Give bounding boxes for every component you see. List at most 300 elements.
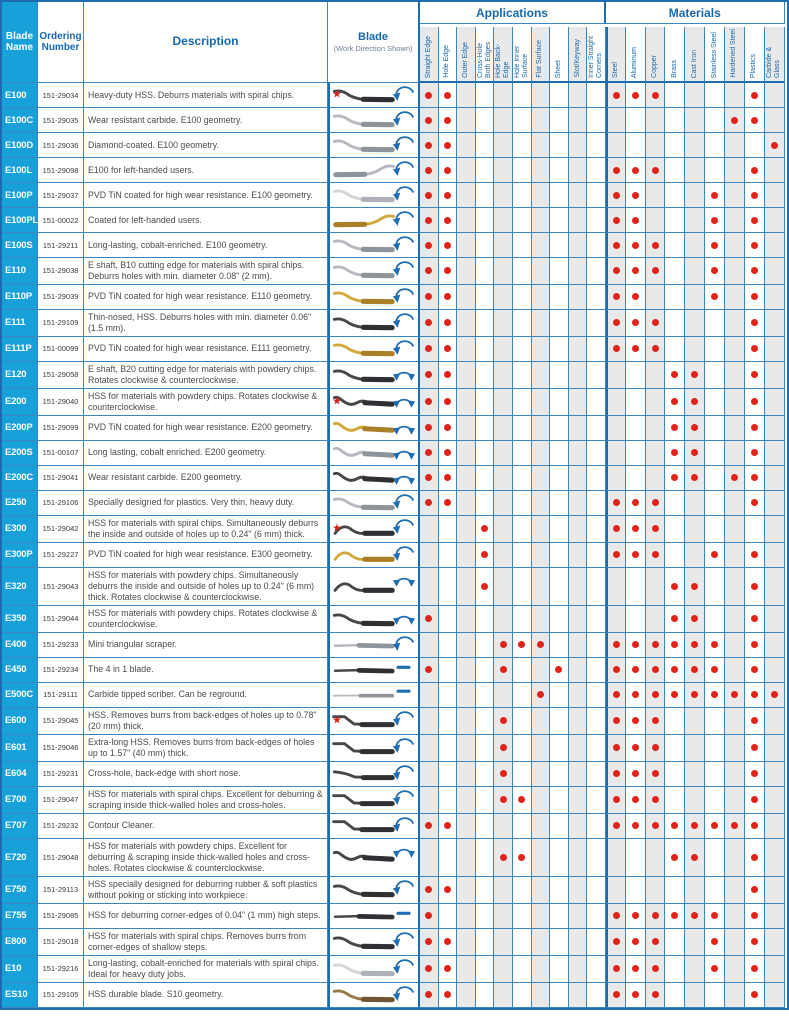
material-dot-cell <box>606 956 626 983</box>
ordering-number-cell: 151-29216 <box>38 956 84 983</box>
material-dot-cell <box>646 133 666 158</box>
application-dot-cell <box>513 877 532 904</box>
dot <box>751 691 758 698</box>
material-dot-cell <box>745 516 765 543</box>
material-dot-cell <box>765 362 785 389</box>
material-dot-cell <box>685 516 705 543</box>
material-dot-cell <box>745 762 765 787</box>
material-dot-cell <box>765 183 785 208</box>
dot <box>671 398 678 405</box>
material-dot-cell <box>646 337 666 362</box>
blade-image-hook-flipped <box>330 159 398 181</box>
dot <box>632 192 639 199</box>
blade-image-cell <box>328 956 420 983</box>
material-dot-cell <box>606 839 626 877</box>
application-dot-cell <box>420 956 439 983</box>
application-dot-cell <box>532 416 551 441</box>
application-dot-cell <box>587 633 606 658</box>
ordering-number-cell: 151-29085 <box>38 904 84 929</box>
ordering-number-cell: 151-29234 <box>38 658 84 683</box>
dot <box>691 615 698 622</box>
star-icon: ★ <box>332 714 342 727</box>
application-dot-cell <box>420 735 439 762</box>
application-dot-cell <box>420 983 439 1008</box>
blade-image-hook <box>330 338 398 360</box>
material-dot-cell <box>626 983 646 1008</box>
blade-image-scurve <box>330 417 398 439</box>
col-header-material-1 <box>606 27 626 83</box>
application-dot-cell <box>476 258 495 285</box>
application-dot-cell <box>513 735 532 762</box>
material-dot-cell <box>685 787 705 814</box>
ordering-number-cell: 151-29048 <box>38 839 84 877</box>
application-dot-cell <box>513 362 532 389</box>
dot <box>711 551 718 558</box>
application-dot-cell <box>476 208 495 233</box>
blade-image-zigzag <box>330 789 398 811</box>
application-dot-cell <box>532 683 551 708</box>
material-dot-cell <box>646 183 666 208</box>
material-dot-cell <box>665 877 685 904</box>
application-dot-cell <box>439 466 458 491</box>
header-blade-subtitle: (Work Direction Shown) <box>333 43 413 53</box>
material-dot-cell <box>745 633 765 658</box>
star-icon: ★ <box>332 395 342 408</box>
ordering-number-cell: 151-29042 <box>38 516 84 543</box>
blade-image-curve <box>330 763 398 785</box>
application-dot-cell <box>532 183 551 208</box>
application-dot-cell <box>532 633 551 658</box>
col-header-application-1 <box>420 27 439 83</box>
description-text: Coated for left-handed users. <box>88 214 202 225</box>
material-dot-cell <box>725 543 745 568</box>
dot <box>613 293 620 300</box>
material-dot-cell <box>665 568 685 606</box>
application-dot-cell <box>587 904 606 929</box>
application-dot-cell <box>569 543 588 568</box>
application-dot-cell <box>513 983 532 1008</box>
application-dot-cell <box>494 416 513 441</box>
material-dot-cell <box>725 83 745 108</box>
application-dot-cell <box>476 389 495 416</box>
application-dot-cell <box>532 108 551 133</box>
dot <box>652 938 659 945</box>
dot <box>425 449 432 456</box>
application-dot-cell <box>439 108 458 133</box>
application-dot-cell <box>420 787 439 814</box>
application-dot-cell <box>532 983 551 1008</box>
application-dot-cell <box>439 904 458 929</box>
material-dot-cell <box>606 633 626 658</box>
material-dot-cell <box>705 762 725 787</box>
material-dot-cell <box>725 133 745 158</box>
application-dot-cell <box>457 814 476 839</box>
application-dot-cell <box>457 258 476 285</box>
ordering-number-cell: 151-29045 <box>38 708 84 735</box>
description-text: Carbide tipped scriber. Can be reground. <box>88 689 247 700</box>
material-dot-cell <box>646 735 666 762</box>
application-dot-cell <box>420 441 439 466</box>
material-dot-cell <box>705 543 725 568</box>
material-dot-cell <box>745 133 765 158</box>
application-dot-cell <box>569 441 588 466</box>
material-dot-cell <box>606 735 626 762</box>
ordering-number-cell: 151-29043 <box>38 568 84 606</box>
application-dot-cell <box>420 362 439 389</box>
material-dot-cell <box>765 658 785 683</box>
application-dot-cell <box>569 956 588 983</box>
application-dot-cell <box>420 683 439 708</box>
application-dot-cell <box>569 258 588 285</box>
application-dot-cell <box>550 233 569 258</box>
application-dot-cell <box>476 956 495 983</box>
material-dot-cell <box>606 416 626 441</box>
material-dot-cell <box>705 708 725 735</box>
dot <box>652 822 659 829</box>
material-dot-cell <box>665 466 685 491</box>
blade-image-straight <box>330 634 398 656</box>
application-dot-cell <box>494 83 513 108</box>
direction-dash-icon <box>392 659 416 683</box>
application-dot-cell <box>457 233 476 258</box>
dot <box>613 965 620 972</box>
description-text: Specially designed for plastics. Very thin, heavy duty. <box>88 497 295 508</box>
application-dot-cell <box>457 658 476 683</box>
application-dot-cell <box>476 516 495 543</box>
description-text: Wear resistant carbide. E200 geometry. <box>88 472 243 483</box>
material-dot-cell <box>665 683 685 708</box>
application-dot-cell <box>494 633 513 658</box>
blade-image-cell <box>328 389 420 416</box>
dot <box>671 449 678 456</box>
material-dot-cell <box>745 735 765 762</box>
material-dot-cell <box>626 516 646 543</box>
col-header-application-2 <box>439 27 458 83</box>
material-dot-cell <box>725 258 745 285</box>
dot <box>613 938 620 945</box>
material-dot-cell <box>765 310 785 337</box>
application-dot-cell <box>457 441 476 466</box>
dot <box>652 92 659 99</box>
blade-image-cell <box>328 258 420 285</box>
blade-image-cell <box>328 683 420 708</box>
material-dot-cell <box>606 83 626 108</box>
application-dot-cell <box>550 491 569 516</box>
dot <box>613 717 620 724</box>
material-dot-cell <box>685 285 705 310</box>
application-dot-cell <box>494 466 513 491</box>
application-dot-cell <box>550 708 569 735</box>
material-dot-cell <box>646 83 666 108</box>
col-header-material-7-label: Hardened Steel <box>730 29 738 78</box>
rotate-both-ways-arrow-icon <box>392 390 416 414</box>
material-dot-cell <box>705 258 725 285</box>
application-dot-cell <box>439 233 458 258</box>
application-dot-cell <box>532 158 551 183</box>
dot <box>444 938 451 945</box>
material-dot-cell <box>745 708 765 735</box>
dot <box>711 666 718 673</box>
rotation-arrow-icon <box>392 338 416 362</box>
material-dot-cell <box>725 814 745 839</box>
application-dot-cell <box>513 787 532 814</box>
application-dot-cell <box>587 108 606 133</box>
description-text: E100 for left-handed users. <box>88 164 195 175</box>
col-header-application-5-label: Hole Back-Edge <box>495 43 511 78</box>
material-dot-cell <box>765 877 785 904</box>
dot <box>671 583 678 590</box>
ordering-number-cell: 151-29038 <box>38 258 84 285</box>
dot <box>444 499 451 506</box>
application-dot-cell <box>550 258 569 285</box>
material-dot-cell <box>705 133 725 158</box>
application-dot-cell <box>439 658 458 683</box>
dot <box>613 551 620 558</box>
blade-image-cell <box>328 491 420 516</box>
application-dot-cell <box>532 904 551 929</box>
material-dot-cell <box>705 904 725 929</box>
application-dot-cell <box>420 929 439 956</box>
material-dot-cell <box>745 83 765 108</box>
application-dot-cell <box>420 285 439 310</box>
blade-image-cell <box>328 839 420 877</box>
blade-name-cell: E400 <box>2 633 38 658</box>
material-dot-cell <box>725 658 745 683</box>
dot <box>481 583 488 590</box>
application-dot-cell <box>569 108 588 133</box>
application-dot-cell <box>457 877 476 904</box>
material-dot-cell <box>765 543 785 568</box>
material-dot-cell <box>685 606 705 633</box>
dot <box>500 717 507 724</box>
ordering-number-cell: 151-29041 <box>38 466 84 491</box>
dot <box>613 167 620 174</box>
material-dot-cell <box>685 416 705 441</box>
material-dot-cell <box>646 983 666 1008</box>
material-dot-cell <box>646 310 666 337</box>
material-dot-cell <box>646 683 666 708</box>
application-dot-cell <box>439 929 458 956</box>
dot <box>444 242 451 249</box>
application-dot-cell <box>494 108 513 133</box>
application-dot-cell <box>494 683 513 708</box>
material-dot-cell <box>665 233 685 258</box>
dot <box>711 267 718 274</box>
blade-image-hook <box>330 109 398 131</box>
dot <box>751 192 758 199</box>
material-dot-cell <box>745 956 765 983</box>
ordering-number-cell: 151-29227 <box>38 543 84 568</box>
material-dot-cell <box>745 904 765 929</box>
material-dot-cell <box>705 389 725 416</box>
material-dot-cell <box>725 606 745 633</box>
dot <box>652 666 659 673</box>
application-dot-cell <box>587 258 606 285</box>
application-dot-cell <box>476 658 495 683</box>
application-dot-cell <box>550 606 569 633</box>
col-header-material-4 <box>665 27 685 83</box>
application-dot-cell <box>550 929 569 956</box>
description-text: HSS for materials with powdery chips. Simultaneously deburrs the inside and outside of holes up to 0.24" (6 mm) thick. Rotates clockwise & counterclockwise. <box>88 569 315 602</box>
material-dot-cell <box>606 762 626 787</box>
material-dot-cell <box>765 389 785 416</box>
application-dot-cell <box>494 929 513 956</box>
application-dot-cell <box>439 83 458 108</box>
application-dot-cell <box>532 956 551 983</box>
application-dot-cell <box>513 516 532 543</box>
application-dot-cell <box>439 606 458 633</box>
blade-image-zigzag <box>330 737 398 759</box>
application-dot-cell <box>420 568 439 606</box>
dot <box>731 691 738 698</box>
description-text: PVD TiN coated for high wear resistance. E110 geometry. <box>88 291 313 302</box>
application-dot-cell <box>569 814 588 839</box>
application-dot-cell <box>439 516 458 543</box>
material-dot-cell <box>705 929 725 956</box>
dot <box>444 319 451 326</box>
application-dot-cell <box>587 983 606 1008</box>
description-text: HSS for materials with powdery chips. Rotates clockwise & counterclockwise. <box>88 390 318 412</box>
application-dot-cell <box>532 877 551 904</box>
ordering-number-cell: 151-29232 <box>38 814 84 839</box>
application-dot-cell <box>494 708 513 735</box>
material-dot-cell <box>626 389 646 416</box>
material-dot-cell <box>765 606 785 633</box>
application-dot-cell <box>550 133 569 158</box>
material-dot-cell <box>646 762 666 787</box>
application-dot-cell <box>587 362 606 389</box>
application-dot-cell <box>550 568 569 606</box>
material-dot-cell <box>705 108 725 133</box>
application-dot-cell <box>513 904 532 929</box>
application-dot-cell <box>569 158 588 183</box>
rotation-arrow-icon <box>392 736 416 760</box>
application-dot-cell <box>457 310 476 337</box>
material-dot-cell <box>765 762 785 787</box>
material-dot-cell <box>765 983 785 1008</box>
application-dot-cell <box>476 839 495 877</box>
application-dot-cell <box>532 233 551 258</box>
application-dot-cell <box>439 258 458 285</box>
application-dot-cell <box>457 683 476 708</box>
application-dot-cell <box>476 543 495 568</box>
dot <box>652 744 659 751</box>
blade-image-cell <box>328 983 420 1008</box>
blade-name-cell: E10 <box>2 956 38 983</box>
material-dot-cell <box>606 158 626 183</box>
col-header-application-2-label: Hole Edge <box>443 45 451 78</box>
description-text: Wear resistant carbide. E100 geometry. <box>88 114 243 125</box>
dot <box>613 770 620 777</box>
blade-name-cell: E250 <box>2 491 38 516</box>
dot <box>751 499 758 506</box>
rotation-arrow-icon <box>392 517 416 541</box>
dot <box>425 886 432 893</box>
material-dot-cell <box>626 568 646 606</box>
blade-name-cell: E300 <box>2 516 38 543</box>
material-dot-cell <box>685 543 705 568</box>
blade-name-cell: E100L <box>2 158 38 183</box>
material-dot-cell <box>705 735 725 762</box>
application-dot-cell <box>439 441 458 466</box>
material-dot-cell <box>665 956 685 983</box>
dot <box>632 92 639 99</box>
application-dot-cell <box>476 83 495 108</box>
dot <box>731 117 738 124</box>
dot <box>751 744 758 751</box>
material-dot-cell <box>685 929 705 956</box>
material-dot-cell <box>665 362 685 389</box>
dot <box>425 938 432 945</box>
dot <box>711 641 718 648</box>
dot <box>691 691 698 698</box>
material-dot-cell <box>705 491 725 516</box>
dot <box>691 912 698 919</box>
application-dot-cell <box>569 491 588 516</box>
material-dot-cell <box>745 441 765 466</box>
application-dot-cell <box>569 183 588 208</box>
dot <box>751 242 758 249</box>
application-dot-cell <box>587 683 606 708</box>
application-dot-cell <box>494 208 513 233</box>
rotation-arrow-icon <box>392 709 416 733</box>
description-cell <box>84 441 328 466</box>
application-dot-cell <box>439 133 458 158</box>
application-dot-cell <box>457 787 476 814</box>
dot <box>425 319 432 326</box>
application-dot-cell <box>439 362 458 389</box>
dot <box>652 691 659 698</box>
application-dot-cell <box>494 233 513 258</box>
header-blade-name: Blade Name <box>2 2 38 83</box>
dot <box>751 551 758 558</box>
application-dot-cell <box>532 787 551 814</box>
material-dot-cell <box>705 877 725 904</box>
application-dot-cell <box>494 839 513 877</box>
dot <box>652 717 659 724</box>
material-dot-cell <box>626 683 646 708</box>
description-cell <box>84 233 328 258</box>
dot <box>613 912 620 919</box>
application-dot-cell <box>587 208 606 233</box>
application-dot-cell <box>587 568 606 606</box>
material-dot-cell <box>646 839 666 877</box>
application-dot-cell <box>457 133 476 158</box>
material-dot-cell <box>725 956 745 983</box>
dot <box>444 142 451 149</box>
application-dot-cell <box>550 683 569 708</box>
dot <box>711 965 718 972</box>
dot <box>691 424 698 431</box>
blade-image-hook <box>330 492 398 514</box>
blade-image-cell <box>328 466 420 491</box>
application-dot-cell <box>513 929 532 956</box>
description-cell <box>84 133 328 158</box>
header-materials-group: Materials <box>606 2 785 24</box>
dot <box>751 770 758 777</box>
material-dot-cell <box>765 466 785 491</box>
material-dot-cell <box>685 258 705 285</box>
rotation-arrow-icon <box>392 815 416 839</box>
rotation-arrow-icon <box>392 159 416 183</box>
dot <box>751 167 758 174</box>
dot <box>537 641 544 648</box>
description-text: Thin-nosed, HSS. Deburrs holes with min. diameter 0.06" (1.5 mm). <box>88 311 312 333</box>
blade-image-hook <box>330 286 398 308</box>
material-dot-cell <box>745 258 765 285</box>
application-dot-cell <box>587 310 606 337</box>
col-header-application-4 <box>476 27 495 83</box>
